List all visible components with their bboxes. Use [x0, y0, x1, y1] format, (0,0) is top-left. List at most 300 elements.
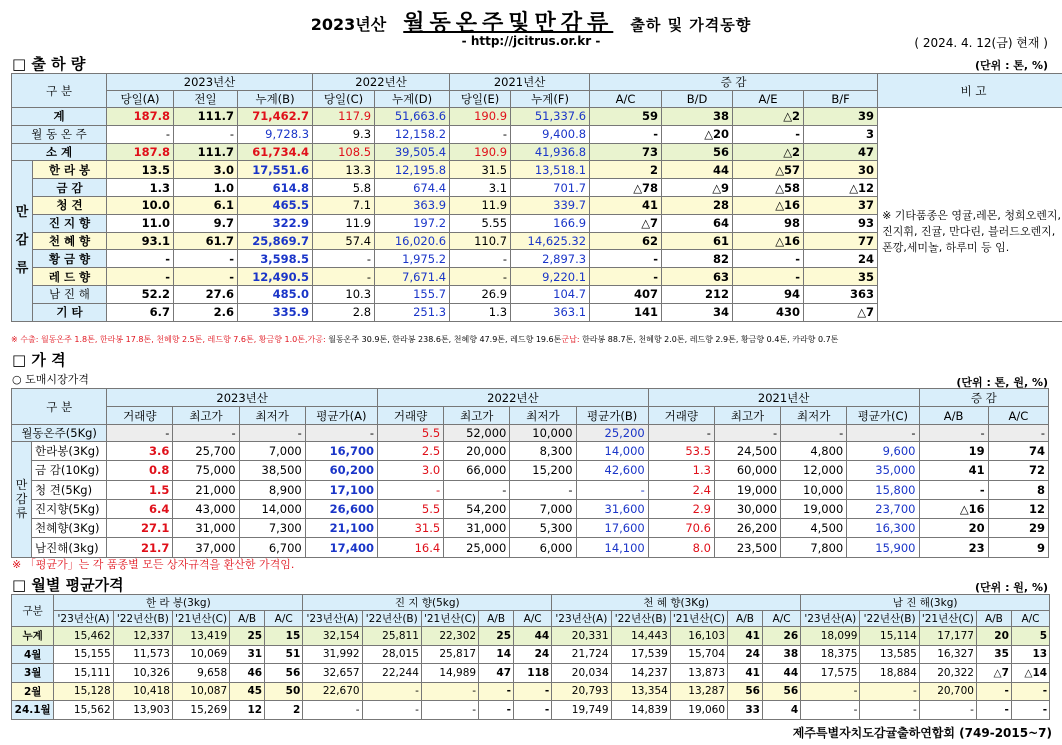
table-cell: 56	[762, 682, 800, 701]
table-cell: 41,936.8	[511, 143, 590, 161]
table-cell: 16,020.6	[375, 232, 450, 250]
table-cell: 13,585	[860, 645, 919, 664]
table-cell: 6,000	[510, 538, 576, 557]
table-cell: 17,551.6	[238, 161, 313, 179]
table-cell: 110.7	[450, 232, 511, 250]
header-2022: 2022년산	[378, 389, 649, 407]
table-cell: -	[576, 480, 648, 499]
table-cell: 8	[988, 480, 1048, 499]
table-cell: 75,000	[173, 461, 239, 480]
table-cell: -	[421, 701, 478, 720]
table-cell: 44	[762, 664, 800, 683]
section-monthly-unit: (단위 : 원, %)	[974, 581, 1048, 594]
header-gubun: 구분	[12, 595, 54, 627]
table-cell: 98	[733, 214, 804, 232]
table-cell: 50	[265, 682, 303, 701]
table-cell: -	[107, 125, 174, 143]
table-cell: -	[174, 268, 238, 286]
column-header: 전일	[174, 91, 238, 108]
table-cell: 118	[514, 664, 552, 683]
table-cell: 25,869.7	[238, 232, 313, 250]
table-cell: 21,000	[173, 480, 239, 499]
header-2023: 2023년산	[107, 74, 313, 91]
table-cell: 2	[265, 701, 303, 720]
table-cell: △57	[733, 161, 804, 179]
table-cell: 19,060	[670, 701, 727, 720]
table-cell: 104.7	[511, 285, 590, 303]
table-cell: 15,900	[847, 538, 919, 557]
column-header: A/B	[919, 407, 988, 425]
table-cell: 33	[728, 701, 763, 720]
table-cell: 111.7	[174, 143, 238, 161]
table-cell: 9,220.1	[511, 268, 590, 286]
table-cell: 15	[265, 627, 303, 646]
table-cell: △16	[733, 196, 804, 214]
table-cell: -	[479, 682, 514, 701]
table-cell: 14,000	[239, 499, 305, 518]
table-cell: -	[174, 125, 238, 143]
table-cell: 21,100	[305, 519, 377, 538]
report-date: ( 2024. 4. 12(금) 현재 )	[914, 36, 1048, 50]
table-cell: 56	[662, 143, 733, 161]
table-cell: 44	[514, 627, 552, 646]
table-cell: 61.7	[174, 232, 238, 250]
table-cell: 25,700	[173, 442, 239, 461]
table-cell: 14,989	[421, 664, 478, 683]
table-cell: 20,034	[552, 664, 611, 683]
price-footnote: ※ 「평균가」는 각 품종별 모든 상자규격을 환산한 가격임.	[12, 558, 295, 571]
row-label: 한라봉(3Kg)	[32, 442, 107, 461]
table-cell: -	[107, 425, 173, 442]
table-cell: 63	[662, 268, 733, 286]
document-title	[0, 6, 1062, 37]
side-label: 만 감 류	[12, 442, 32, 558]
column-header: A/B	[728, 611, 763, 627]
table-cell: 1.3	[648, 461, 714, 480]
table-cell: 5.55	[450, 214, 511, 232]
table-cell: 32,657	[303, 664, 362, 683]
table-cell: 22,670	[303, 682, 362, 701]
table-cell: 39	[804, 108, 878, 126]
table-cell: △7	[804, 303, 878, 321]
table-cell: 339.7	[511, 196, 590, 214]
table-cell: 15,269	[172, 701, 229, 720]
table-cell: 38	[662, 108, 733, 126]
table-cell: 2,897.3	[511, 250, 590, 268]
table-cell: 13,419	[172, 627, 229, 646]
table-cell: 16.4	[378, 538, 444, 557]
table-cell: 41	[728, 664, 763, 683]
table-cell: 64	[662, 214, 733, 232]
table-cell: 212	[662, 285, 733, 303]
row-label: 3월	[12, 664, 54, 683]
table-cell: 24	[804, 250, 878, 268]
table-cell: 15,111	[54, 664, 113, 683]
column-header: '23년산(A)	[801, 611, 860, 627]
table-cell: 10,087	[172, 682, 229, 701]
table-cell: 21,724	[552, 645, 611, 664]
table-cell: 23,700	[847, 499, 919, 518]
row-label: 4월	[12, 645, 54, 664]
title-year: 2023년산	[310, 15, 387, 34]
table-cell: 407	[590, 285, 662, 303]
table-cell: 14,839	[611, 701, 670, 720]
column-header: 최저가	[510, 407, 576, 425]
table-row	[12, 538, 1049, 557]
table-cell: -	[421, 682, 478, 701]
table-cell: 4,500	[781, 519, 847, 538]
column-header: B/D	[662, 91, 733, 108]
table-cell: 1,975.2	[375, 250, 450, 268]
table-cell: △7	[976, 664, 1011, 683]
table-cell: 25,000	[444, 538, 510, 557]
table-cell: 51,337.6	[511, 108, 590, 126]
table-cell: -	[174, 250, 238, 268]
table-cell: 61	[662, 232, 733, 250]
table-cell: 3.0	[174, 161, 238, 179]
table-cell: 2.8	[313, 303, 375, 321]
table-cell: 27.1	[107, 519, 173, 538]
table-cell: 1.3	[450, 303, 511, 321]
table-cell: -	[988, 425, 1048, 442]
table-cell: 14,237	[611, 664, 670, 683]
row-label: 청 견(5Kg)	[32, 480, 107, 499]
table-cell: 2.4	[648, 480, 714, 499]
table-cell: △58	[733, 179, 804, 197]
table-cell: 35	[804, 268, 878, 286]
table-cell: -	[239, 425, 305, 442]
table-cell: 12,337	[113, 627, 172, 646]
table-cell: -	[590, 268, 662, 286]
table-cell: -	[173, 425, 239, 442]
table-row	[12, 442, 1049, 461]
column-header: A/B	[479, 611, 514, 627]
row-label: 월동온주(5Kg)	[12, 425, 107, 442]
table-cell: 8,900	[239, 480, 305, 499]
table-cell: 61,734.4	[238, 143, 313, 161]
table-cell: 10,000	[510, 425, 576, 442]
column-header: A/C	[514, 611, 552, 627]
header-variety: 천 혜 향(3Kg)	[552, 595, 801, 611]
table-cell: 9,658	[172, 664, 229, 683]
table-cell: 47	[804, 143, 878, 161]
table-cell: 37,000	[173, 538, 239, 557]
section-price-unit: (단위 : 톤, 원, %)	[956, 376, 1048, 389]
column-header: 누계(D)	[375, 91, 450, 108]
column-header: '23년산(A)	[54, 611, 113, 627]
column-header: A/B	[976, 611, 1011, 627]
table-cell: 31,000	[444, 519, 510, 538]
table-cell: 77	[804, 232, 878, 250]
table-cell: 30,000	[714, 499, 780, 518]
table-cell: 9,400.8	[511, 125, 590, 143]
table-row	[12, 480, 1049, 499]
table-cell: -	[860, 682, 919, 701]
table-cell: 18,099	[801, 627, 860, 646]
table-cell: 14,100	[576, 538, 648, 557]
table-cell: 31,600	[576, 499, 648, 518]
table-cell: 614.8	[238, 179, 313, 197]
table-cell: 24	[728, 645, 763, 664]
table-cell: 47	[479, 664, 514, 683]
row-label: 천 혜 향	[33, 232, 107, 250]
row-label: 한 라 봉	[33, 161, 107, 179]
table-cell: 38,500	[239, 461, 305, 480]
table-cell: -	[514, 682, 552, 701]
table-cell: 31,992	[303, 645, 362, 664]
side-label: 만 감 류	[12, 161, 33, 321]
column-header: 거래량	[648, 407, 714, 425]
table-cell: 23	[919, 538, 988, 557]
table-cell: 13.3	[313, 161, 375, 179]
table-cell: 7,000	[239, 442, 305, 461]
row-label: 소 계	[12, 143, 107, 161]
table-cell: 12,158.2	[375, 125, 450, 143]
table-cell: 465.5	[238, 196, 313, 214]
table-cell: 20,793	[552, 682, 611, 701]
table-cell: 27.6	[174, 285, 238, 303]
row-label: 남 진 해	[33, 285, 107, 303]
table-cell: 16,300	[847, 519, 919, 538]
table-cell: 701.7	[511, 179, 590, 197]
table-cell: 13,903	[113, 701, 172, 720]
table-cell: 24,500	[714, 442, 780, 461]
table-cell: 51	[265, 645, 303, 664]
header-gubun: 구 분	[12, 74, 107, 108]
table-cell: -	[362, 682, 421, 701]
shipment-footnote: ※ 수출: 월동온주 1.8톤, 한라봉 17.8톤, 천혜향 2.5톤, 레드향 7.6톤, 황금향 1.0톤,가공: 월동온주 30.9톤, 한라봉 238.6톤, 천혜향 47.9톤, 레드향 19.6톤군납: 한라봉 88.7톤, 천혜향 2.0톤, 레드향 2.9톤, 황금향 0.4톤, 카라향 0.7톤	[11, 335, 839, 344]
table-cell: 9,728.3	[238, 125, 313, 143]
column-header: 평균가(C)	[847, 407, 919, 425]
table-cell: -	[107, 268, 174, 286]
table-cell: 15,704	[670, 645, 727, 664]
table-row	[12, 627, 1050, 646]
column-header: 거래량	[107, 407, 173, 425]
column-header: '23년산(A)	[552, 611, 611, 627]
table-cell: 25	[479, 627, 514, 646]
column-header: B/F	[804, 91, 878, 108]
table-cell: 62	[590, 232, 662, 250]
header-variety: 남 진 해(3kg)	[801, 595, 1050, 611]
table-cell: 17,400	[305, 538, 377, 557]
table-cell: △78	[590, 179, 662, 197]
table-cell: 25,817	[421, 645, 478, 664]
table-cell: -	[303, 701, 362, 720]
table-cell: 21.7	[107, 538, 173, 557]
table-row	[12, 125, 1062, 143]
table-cell: 17,100	[305, 480, 377, 499]
row-label: 2월	[12, 682, 54, 701]
remark-text: ※ 기타품종은 영귤,레몬, 청희오렌지, 진지휘, 진귤, 만다린, 블러드오렌지, 폰깡,세미놀, 하루미 등 임.	[878, 143, 1062, 321]
table-cell: -	[510, 480, 576, 499]
column-header: 최고가	[714, 407, 780, 425]
table-cell: 9,600	[847, 442, 919, 461]
column-header: 당일(E)	[450, 91, 511, 108]
table-cell: △9	[662, 179, 733, 197]
table-cell: 19,749	[552, 701, 611, 720]
table-cell: 13,518.1	[511, 161, 590, 179]
table-row	[12, 499, 1049, 518]
header-2022: 2022년산	[313, 74, 450, 91]
table-cell: -	[450, 268, 511, 286]
table-cell: 2	[590, 161, 662, 179]
table-cell: 72	[988, 461, 1048, 480]
table-cell: -	[305, 425, 377, 442]
table-cell: △12	[804, 179, 878, 197]
table-cell: 13,354	[611, 682, 670, 701]
table-cell: 4,800	[781, 442, 847, 461]
column-header: '22년산(B)	[860, 611, 919, 627]
row-label: 레 드 향	[33, 268, 107, 286]
row-label: 금 감	[33, 179, 107, 197]
table-cell: 22,244	[362, 664, 421, 683]
table-cell: 11.9	[450, 196, 511, 214]
column-header: 최저가	[781, 407, 847, 425]
table-cell: 6,700	[239, 538, 305, 557]
table-cell: 14,000	[576, 442, 648, 461]
table-cell: 54,200	[444, 499, 510, 518]
header-gubun: 구 분	[12, 389, 107, 425]
table-cell: 5.8	[313, 179, 375, 197]
table-cell: 35,000	[847, 461, 919, 480]
table-cell: 14	[479, 645, 514, 664]
table-cell: 41	[590, 196, 662, 214]
table-cell: 94	[733, 285, 804, 303]
table-cell: 24	[514, 645, 552, 664]
table-cell: 59	[590, 108, 662, 126]
table-cell: △20	[662, 125, 733, 143]
table-cell: 3	[804, 125, 878, 143]
table-cell: 38	[762, 645, 800, 664]
table-cell: 6.1	[174, 196, 238, 214]
table-cell: -	[976, 682, 1011, 701]
table-cell: 37	[804, 196, 878, 214]
table-cell: 8.0	[648, 538, 714, 557]
table-cell: 1.0	[174, 179, 238, 197]
table-cell: 7,671.4	[375, 268, 450, 286]
header-variety: 진 지 향(5kg)	[303, 595, 552, 611]
table-cell: 31.5	[450, 161, 511, 179]
column-header: 누계(B)	[238, 91, 313, 108]
table-cell: 166.9	[511, 214, 590, 232]
site-url[interactable]: - http://jcitrus.or.kr -	[461, 34, 601, 48]
table-cell: 20,331	[552, 627, 611, 646]
table-cell: 16,103	[670, 627, 727, 646]
row-label: 남진해(3kg)	[32, 538, 107, 557]
table-cell: 71,462.7	[238, 108, 313, 126]
table-cell: 42,600	[576, 461, 648, 480]
table-cell: 6.4	[107, 499, 173, 518]
table-cell: 32,154	[303, 627, 362, 646]
table-cell: 3.1	[450, 179, 511, 197]
header-change: 증 감	[590, 74, 878, 91]
table-cell: 93.1	[107, 232, 174, 250]
table-cell: 187.8	[107, 108, 174, 126]
table-row	[12, 701, 1050, 720]
table-cell: -	[781, 425, 847, 442]
column-header: '22년산(B)	[113, 611, 172, 627]
table-cell: 363.1	[511, 303, 590, 321]
table-cell: 22,302	[421, 627, 478, 646]
table-cell: 19	[919, 442, 988, 461]
table-cell: 17,600	[576, 519, 648, 538]
table-cell: 12	[988, 499, 1048, 518]
table-cell: -	[1011, 701, 1049, 720]
table-cell: 10,069	[172, 645, 229, 664]
header-change: 증 감	[919, 389, 1049, 407]
table-cell: 8,300	[510, 442, 576, 461]
row-label: 월 동 온 주	[12, 125, 107, 143]
table-cell: 2.5	[378, 442, 444, 461]
table-cell: -	[801, 682, 860, 701]
table-cell: 20	[919, 519, 988, 538]
column-header: A/C	[762, 611, 800, 627]
table-cell: -	[450, 125, 511, 143]
table-cell: 3.6	[107, 442, 173, 461]
table-cell: 2.6	[174, 303, 238, 321]
table-cell: 45	[230, 682, 265, 701]
table-cell: 15,155	[54, 645, 113, 664]
table-cell: -	[479, 701, 514, 720]
column-header: '22년산(B)	[362, 611, 421, 627]
table-cell: 363	[804, 285, 878, 303]
table-cell: 5.5	[378, 499, 444, 518]
table-cell: 31.5	[378, 519, 444, 538]
table-cell: 13.5	[107, 161, 174, 179]
table-cell: 12,490.5	[238, 268, 313, 286]
table-cell: -	[919, 425, 988, 442]
table-cell: -	[733, 250, 804, 268]
table-cell: 44	[662, 161, 733, 179]
row-label: 황 금 향	[33, 250, 107, 268]
table-cell: 10,326	[113, 664, 172, 683]
table-cell: 2.9	[648, 499, 714, 518]
table-cell: -	[107, 250, 174, 268]
column-header: '21년산(C)	[421, 611, 478, 627]
remark-spacer	[878, 108, 1062, 126]
header-2021: 2021년산	[648, 389, 919, 407]
table-row	[12, 682, 1050, 701]
table-cell: -	[919, 480, 988, 499]
table-cell: 39,505.4	[375, 143, 450, 161]
table-cell: 60,000	[714, 461, 780, 480]
table-cell: -	[801, 701, 860, 720]
row-label: 진 지 향	[33, 214, 107, 232]
table-cell: 26.9	[450, 285, 511, 303]
table-cell: 14,443	[611, 627, 670, 646]
column-header: 최고가	[173, 407, 239, 425]
table-cell: 9.7	[174, 214, 238, 232]
column-header: A/C	[590, 91, 662, 108]
table-cell: 251.3	[375, 303, 450, 321]
row-label: 진지향(5Kg)	[32, 499, 107, 518]
section-price-subtitle: ○ 도매시장가격	[12, 373, 89, 386]
remark-spacer	[878, 125, 1062, 143]
table-row	[12, 108, 1062, 126]
column-header: 평균가(A)	[305, 407, 377, 425]
table-cell: 25,200	[576, 425, 648, 442]
table-cell: 16,327	[919, 645, 976, 664]
table-cell: 35	[976, 645, 1011, 664]
table-cell: 56	[728, 682, 763, 701]
table-cell: 117.9	[313, 108, 375, 126]
table-cell: 108.5	[313, 143, 375, 161]
header-variety: 한 라 봉(3kg)	[54, 595, 303, 611]
table-cell: 5	[1011, 627, 1049, 646]
table-cell: -	[378, 480, 444, 499]
table-cell: 53.5	[648, 442, 714, 461]
table-cell: 141	[590, 303, 662, 321]
